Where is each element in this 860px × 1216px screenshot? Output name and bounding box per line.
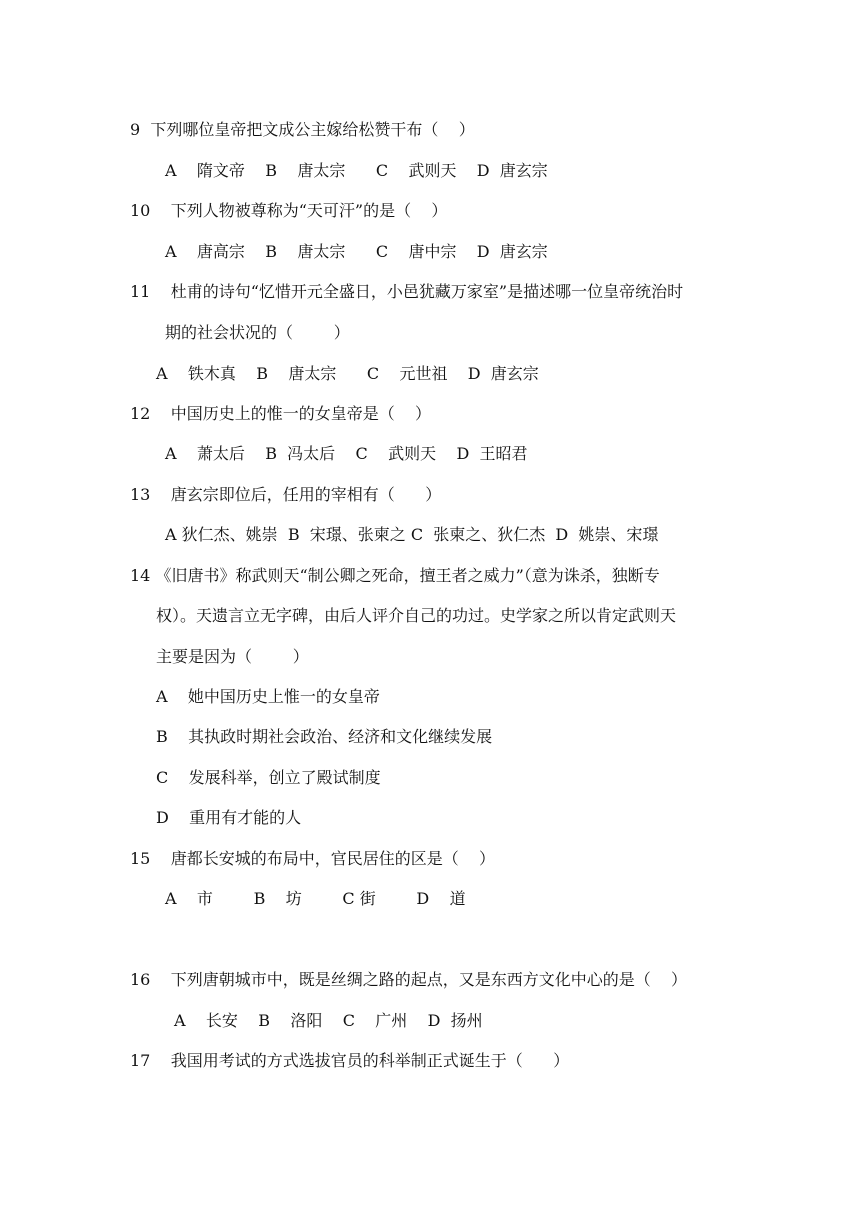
question-9: 9 下列哪位皇帝把文成公主嫁给松赞干布（ ）	[130, 120, 475, 139]
question-13: 13 唐玄宗即位后，任用的宰相有（ ）	[130, 485, 442, 504]
question-14: 14 《旧唐书》称武则天“制公卿之死命，擅王者之威力”（意为诛杀，独断专	[130, 566, 660, 585]
question-11-options: A 铁木真 B 唐太宗 C 元世祖 D 唐玄宗	[156, 364, 539, 383]
question-16: 16 下列唐朝城市中，既是丝绸之路的起点，又是东西方文化中心的是（ ）	[130, 970, 688, 989]
question-16-options: A 长安 B 洛阳 C 广州 D 扬州	[174, 1011, 483, 1030]
question-14-continued-2: 主要是因为（ ）	[156, 647, 309, 666]
question-9-options: A 隋文帝 B 唐太宗 C 武则天 D 唐玄宗	[165, 161, 548, 180]
question-15-options: A 市 B 坊 C 街 D 道	[165, 889, 466, 908]
question-12-options: A 萧太后 B 冯太后 C 武则天 D 王昭君	[165, 444, 528, 463]
question-10: 10 下列人物被尊称为“天可汗”的是（ ）	[130, 201, 448, 220]
question-12: 12 中国历史上的惟一的女皇帝是（ ）	[130, 404, 432, 423]
question-14-option-c: C 发展科举，创立了殿试制度	[156, 768, 381, 787]
question-10-options: A 唐高宗 B 唐太宗 C 唐中宗 D 唐玄宗	[165, 242, 548, 261]
question-13-options: A 狄仁杰、姚崇 B 宋璟、张柬之 C 张柬之、狄仁杰 D 姚崇、宋璟	[165, 525, 659, 544]
question-15: 15 唐都长安城的布局中，官民居住的区是（ ）	[130, 849, 496, 868]
question-14-option-b: B 其执政时期社会政治、经济和文化继续发展	[156, 727, 493, 746]
question-14-option-d: D 重用有才能的人	[156, 808, 302, 827]
question-17: 17 我国用考试的方式选拔官员的科举制正式诞生于（ ）	[130, 1051, 570, 1070]
question-14-option-a: A 她中国历史上惟一的女皇帝	[156, 687, 380, 706]
question-11-continued: 期的社会状况的（ ）	[165, 323, 350, 342]
question-14-continued-1: 权）。天遗言立无字碑，由后人评介自己的功过。史学家之所以肯定武则天	[156, 606, 677, 625]
question-11: 11 杜甫的诗句“忆惜开元全盛日，小邑犹藏万家室”是描述哪一位皇帝统治时	[130, 282, 684, 301]
